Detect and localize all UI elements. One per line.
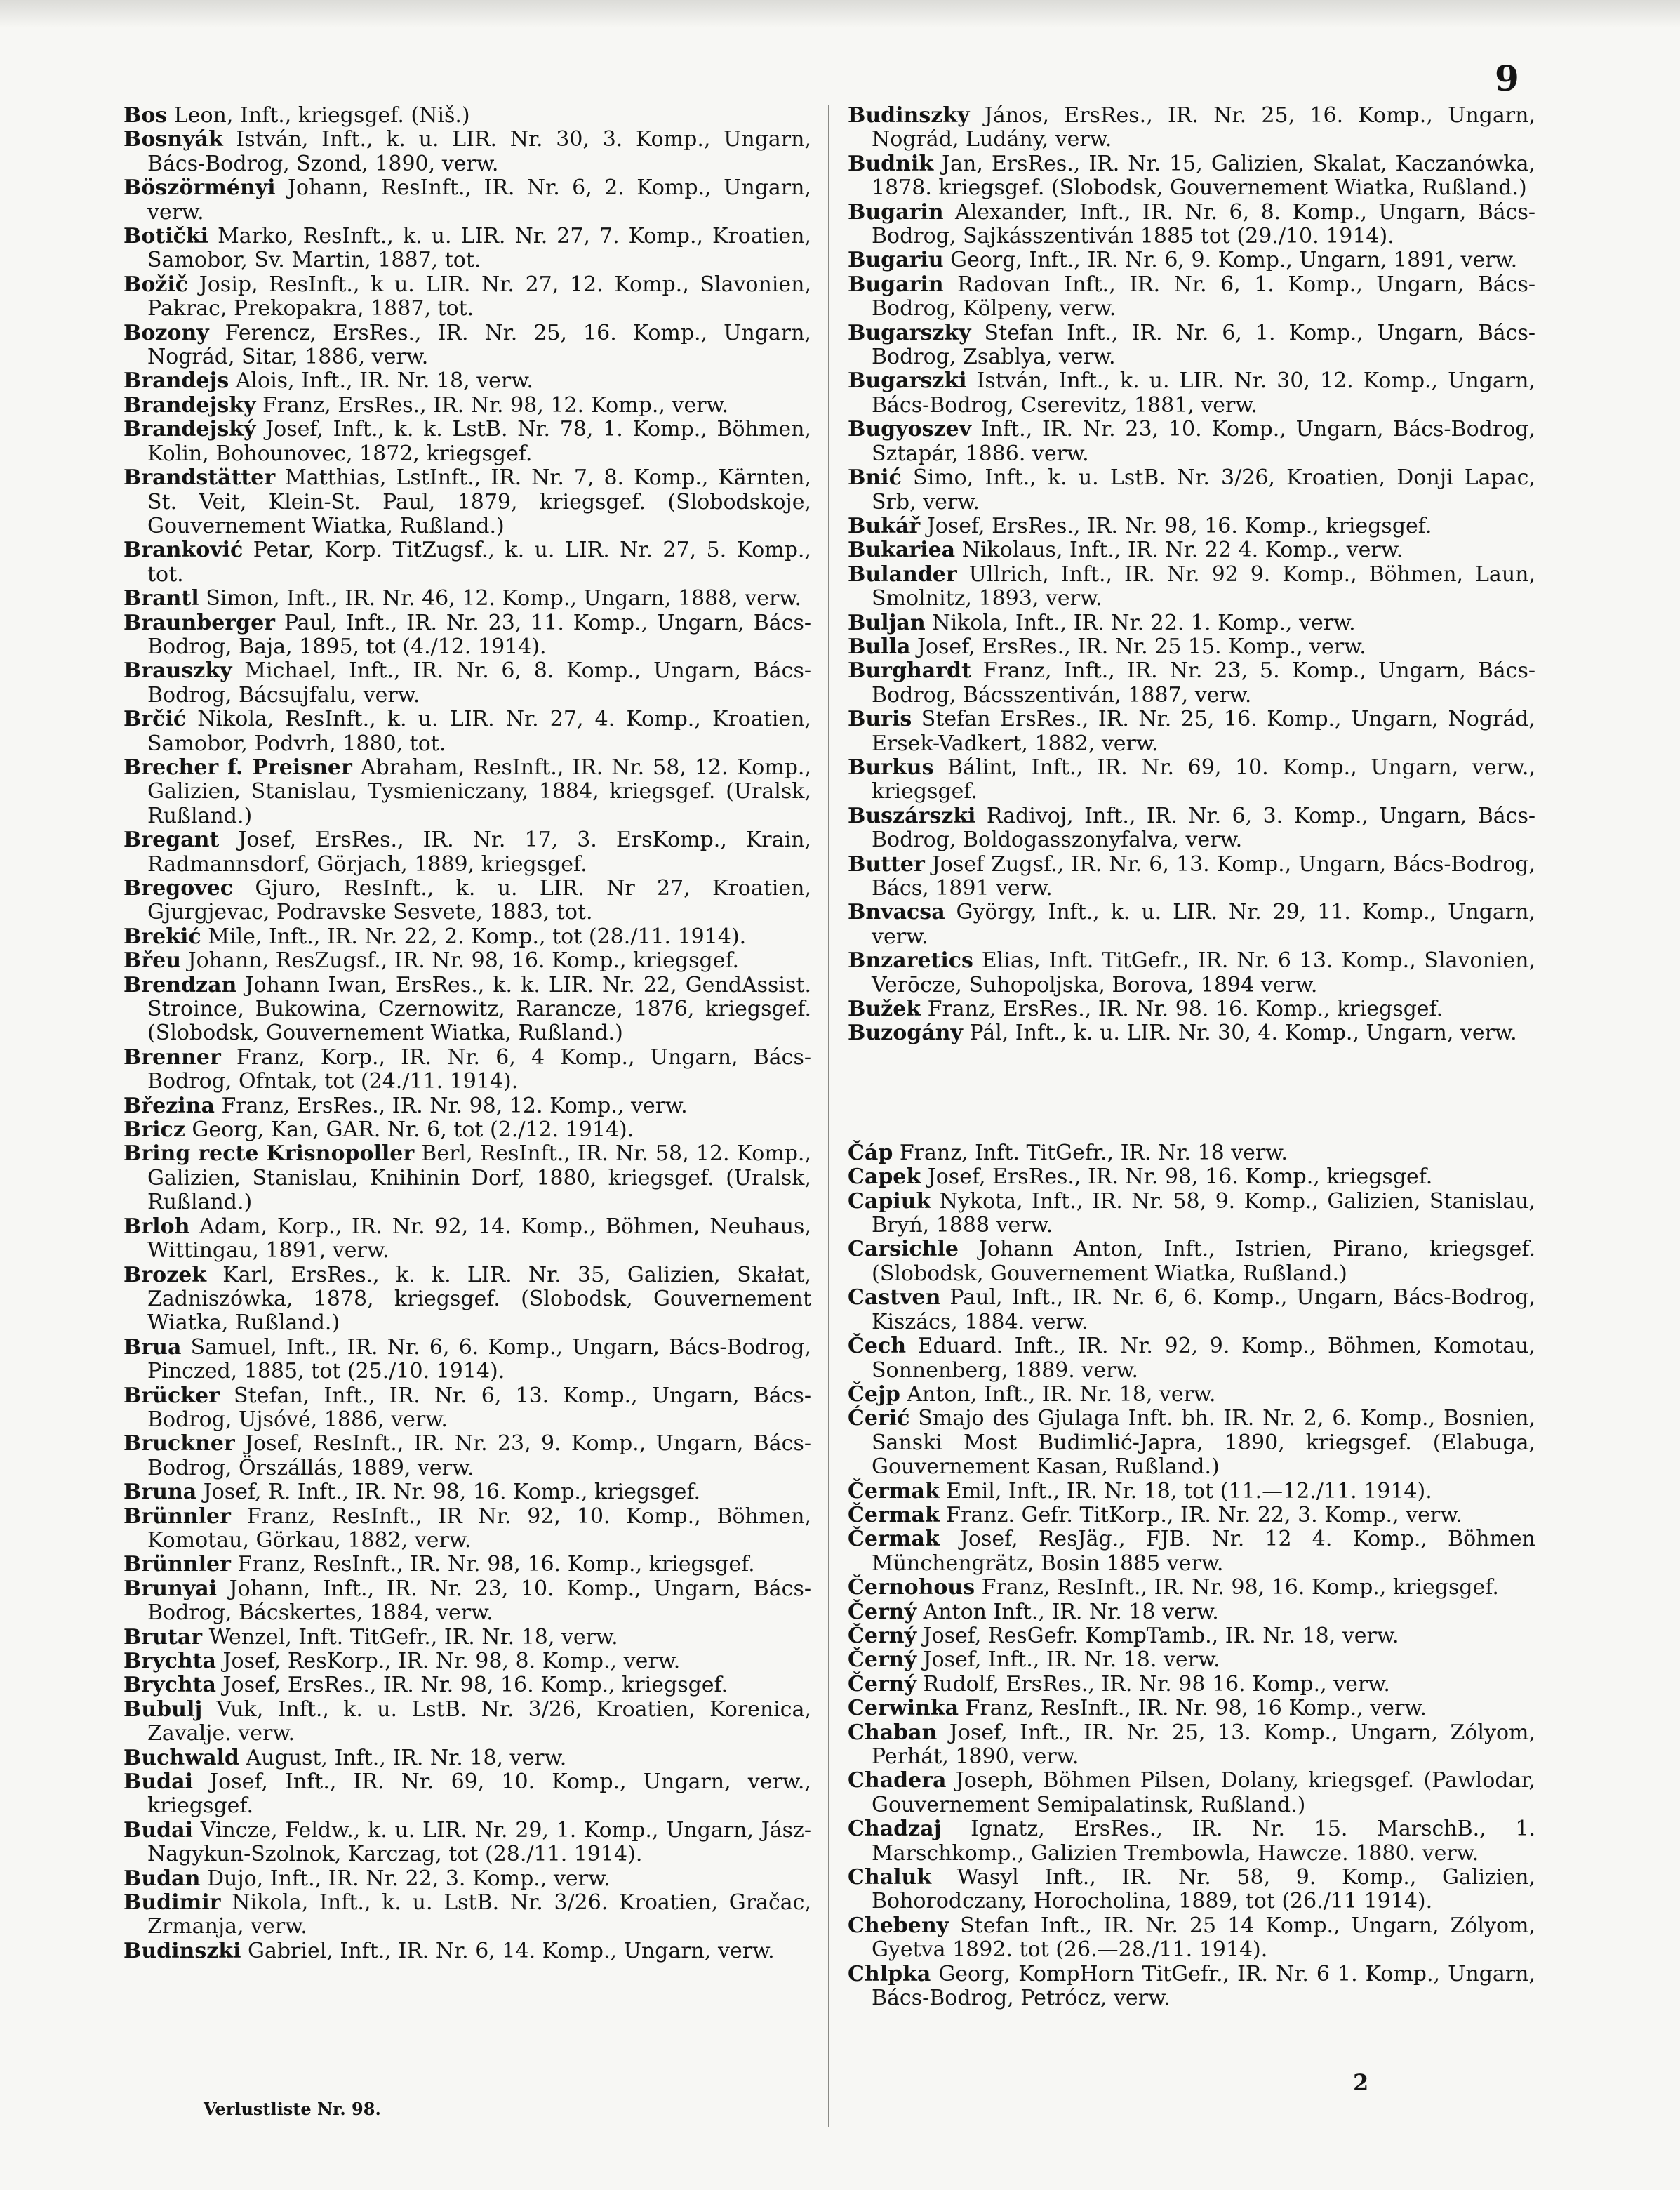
entry-details: Stefan ErsRes., IR. Nr. 25, 16. Komp., Ungarn, Nográd, Ersek-Vadkert, 1882, verw. — [872, 707, 1535, 756]
list-entry — [848, 538, 1535, 562]
entry-surname: Bruckner — [124, 1431, 235, 1456]
entry-details: Marko, ResInft., k. u. LIR. Nr. 27, 7. Komp., Kroatien, Samobor, Sv. Martin, 1887, tot. — [147, 224, 811, 273]
entry-surname: Brenner — [124, 1044, 221, 1070]
list-entry — [124, 1553, 811, 1577]
entry-surname: Butter — [848, 851, 925, 877]
list-entry — [124, 1215, 811, 1263]
entry-details: Inft., IR. Nr. 23, 10. Komp., Ungarn, Bács-Bodrog, Sztapár, 1886. verw. — [872, 417, 1535, 466]
entry-surname: Čáp — [848, 1140, 893, 1165]
list-entry — [124, 1046, 811, 1094]
list-entry — [124, 925, 811, 949]
entry-surname: Chaluk — [848, 1865, 932, 1890]
entry-details: Franz, Korp., IR. Nr. 6, 4 Komp., Ungarn, Bács-Bodrog, Ofntak, tot (24./11. 1914). — [147, 1044, 811, 1094]
entry-surname: Bugarin — [848, 272, 944, 297]
list-entry — [124, 369, 811, 393]
entry-details: Bálint, Inft., IR. Nr. 69, 10. Komp., Ungarn, verw., kriegsgef. — [872, 755, 1535, 804]
entry-details: Josef, ErsRes., IR. Nr. 25 15. Komp., verw. — [910, 634, 1366, 659]
entry-surname: Budnik — [848, 151, 934, 176]
list-entry — [848, 104, 1535, 152]
list-entry — [124, 1770, 811, 1819]
entry-surname: Bos — [124, 103, 168, 128]
entry-surname: Bring recte Krisnopoller — [124, 1141, 415, 1167]
entry-details: Josef, Inft., IR. Nr. 69, 10. Komp., Ungarn, verw., kriegsgef. — [147, 1770, 811, 1819]
entry-surname: Bugariu — [848, 248, 944, 273]
entry-surname: Bugyoszev — [848, 417, 972, 442]
list-entry — [124, 1118, 811, 1142]
entry-details: Gabriel, Inft., IR. Nr. 6, 14. Komp., Ungarn, verw. — [241, 1938, 775, 1963]
entry-surname: Buris — [848, 707, 912, 732]
list-entry — [848, 1963, 1535, 2011]
entry-details: Anton, Inft., IR. Nr. 18, verw. — [900, 1381, 1216, 1407]
entry-details: Franz, ResInft., IR. Nr. 98, 16. Komp., kriegsgef. — [230, 1552, 755, 1577]
entry-details: Stefan Inft., IR. Nr. 25 14 Komp., Ungarn, Zólyom, Gyetva 1892. tot (26.—28./11. 1914). — [872, 1913, 1535, 1963]
entry-surname: Čermak — [848, 1527, 940, 1552]
entry-surname: Brandejsky — [124, 392, 256, 418]
entry-details: Josef, R. Inft., IR. Nr. 98, 16. Komp., kriegsgef. — [196, 1480, 701, 1505]
list-entry — [848, 248, 1535, 272]
entry-surname: Bužek — [848, 997, 921, 1022]
entry-details: Jan, ErsRes., IR. Nr. 15, Galizien, Skalat, Kaczanówka, 1878. kriegsgef. (Slobodsk, Gouvernement Wiatka, Rußland.) — [872, 151, 1535, 201]
entry-surname: Braunberger — [124, 610, 275, 635]
entry-details: Simon, Inft., IR. Nr. 46, 12. Komp., Ungarn, 1888, verw. — [199, 586, 802, 611]
entry-surname: Bnzaretics — [848, 948, 973, 974]
entry-details: Johann, Inft., IR. Nr. 23, 10. Komp., Ungarn, Bács-Bodrog, Bácskertes, 1884, verw. — [147, 1576, 811, 1626]
entry-details: Georg, KompHorn TitGefr., IR. Nr. 6 1. Komp., Ungarn, Bács-Bodrog, Petrócz, verw. — [872, 1961, 1535, 2011]
list-entry — [848, 1286, 1535, 1334]
list-entry — [124, 394, 811, 418]
entry-details: Gjuro, ResInft., k. u. LIR. Nr 27, Kroatien, Gjurgjevac, Podravske Sesvete, 1883, tot. — [147, 876, 811, 925]
list-entry — [124, 587, 811, 611]
entry-surname: Bozony — [124, 320, 209, 345]
entry-surname: Černý — [848, 1623, 917, 1648]
entry-details: Josef, ErsRes., IR. Nr. 98, 16. Komp., kriegsgef. — [921, 1164, 1433, 1190]
entry-surname: Budinszky — [848, 103, 970, 128]
entry-surname: Březina — [124, 1093, 215, 1118]
entry-surname: Bricz — [124, 1117, 185, 1143]
page-number: 9 — [1495, 58, 1519, 99]
entry-surname: Capek — [848, 1164, 921, 1190]
entry-surname: Bnić — [848, 465, 902, 491]
entry-surname: Chlpka — [848, 1961, 931, 1986]
entry-surname: Brecher f. Preisner — [124, 755, 352, 780]
entry-surname: Capiuk — [848, 1188, 931, 1214]
entry-surname: Černý — [848, 1671, 917, 1697]
list-entry — [848, 708, 1535, 756]
entry-details: Emil, Inft., IR. Nr. 18, tot (11.—12./11. 1914). — [939, 1478, 1432, 1504]
entry-details: Stefan Inft., IR. Nr. 6, 1. Komp., Ungarn, Bács-Bodrog, Zsablya, verw. — [872, 320, 1535, 370]
list-entry — [848, 152, 1535, 201]
entry-surname: Chaban — [848, 1720, 938, 1745]
entry-details: Wenzel, Inft. TitGefr., IR. Nr. 18, verw. — [202, 1624, 618, 1650]
list-entry — [124, 659, 811, 708]
entry-surname: Brutar — [124, 1624, 203, 1650]
entry-details: Vincze, Feldw., k. u. LIR. Nr. 29, 1. Komp., Ungarn, Jász-Nagykun-Szolnok, Karczag, tot (28./11. 1914). — [147, 1817, 811, 1867]
entry-surname: Buzogány — [848, 1021, 963, 1046]
entry-details: Alois, Inft., IR. Nr. 18, verw. — [229, 369, 533, 394]
entry-details: Franz, ErsRes., IR. Nr. 98, 12. Komp., verw. — [255, 392, 729, 418]
entry-details: Matthias, LstInft., IR. Nr. 7, 8. Komp., Kärnten, St. Veit, Klein-St. Paul, 1879, kriegsgef. (Slobodskoje, Gouvernement Wiatka, Rußland.) — [147, 465, 811, 538]
entry-surname: Bubulj — [124, 1697, 203, 1722]
entry-surname: Brloh — [124, 1214, 190, 1239]
entry-details: Nikola, Inft., k. u. LstB. Nr. 3/26. Kroatien, Gračac, Zrmanja, verw. — [147, 1890, 811, 1939]
entry-surname: Carsichle — [848, 1237, 959, 1262]
entry-details: Georg, Kan, GAR. Nr. 6, tot (2./12. 1914). — [185, 1117, 634, 1143]
list-entry — [848, 1866, 1535, 1914]
entry-surname: Ćerić — [848, 1406, 910, 1431]
entry-surname: Brua — [124, 1334, 182, 1360]
entry-details: Franz, Inft. TitGefr., IR. Nr. 18 verw. — [893, 1140, 1288, 1165]
list-entry — [124, 974, 811, 1046]
entry-details: Pál, Inft., k. u. LIR. Nr. 30, 4. Komp., Ungarn, verw. — [962, 1021, 1517, 1046]
list-entry — [124, 1650, 811, 1673]
entry-details: Anton Inft., IR. Nr. 18 verw. — [916, 1599, 1219, 1624]
list-entry — [848, 1600, 1535, 1624]
entry-surname: Brünnler — [124, 1552, 231, 1577]
entry-details: Franz, ResInft., IR. Nr. 98, 16. Komp., kriegsgef. — [975, 1575, 1499, 1600]
list-entry — [124, 1094, 811, 1118]
list-entry — [848, 659, 1535, 708]
list-entry — [848, 1817, 1535, 1866]
entry-details: István, Inft., k. u. LIR. Nr. 30, 12. Komp., Ungarn, Bács-Bodrog, Cserevitz, 1881, verw. — [872, 369, 1535, 418]
entry-details: Eduard. Inft., IR. Nr. 92, 9. Komp., Böhmen, Komotau, Sonnenberg, 1889. verw. — [872, 1334, 1535, 1383]
list-entry — [848, 1021, 1535, 1045]
entry-details: Mile, Inft., IR. Nr. 22, 2. Komp., tot (28./11. 1914). — [201, 924, 747, 949]
entry-surname: Božič — [124, 272, 189, 297]
list-entry — [848, 369, 1535, 418]
list-entry — [848, 635, 1535, 659]
entry-details: Adam, Korp., IR. Nr. 92, 14. Komp., Böhmen, Neuhaus, Wittingau, 1891, verw. — [147, 1214, 811, 1263]
entry-details: Radovan Inft., IR. Nr. 6, 1. Komp., Ungarn, Bács-Bodrog, Kölpeny, verw. — [872, 272, 1535, 321]
entry-surname: Brychta — [124, 1649, 216, 1673]
entry-details: Josef, ErsRes., IR. Nr. 98, 16. Komp., kriegsgef. — [920, 513, 1432, 538]
entry-details: Nikola, ResInft., k. u. LIR. Nr. 27, 4. Komp., Kroatien, Samobor, Podvrh, 1880, tot. — [147, 707, 811, 756]
list-entry — [848, 853, 1535, 901]
entry-details: Franz, ResInft., IR. Nr. 98, 16 Komp., verw. — [959, 1696, 1427, 1721]
entry-details: Petar, Korp. TitZugsf., k. u. LIR. Nr. 27, 5. Komp., tot. — [147, 538, 811, 587]
list-entry — [124, 1336, 811, 1384]
entry-surname: Čejp — [848, 1381, 900, 1407]
entry-surname: Bnvacsa — [848, 900, 945, 925]
list-entry — [848, 321, 1535, 370]
entry-details: Josef, ResKorp., IR. Nr. 98, 8. Komp., verw. — [215, 1649, 681, 1673]
list-entry — [848, 466, 1535, 515]
scan-edge-shadow — [0, 0, 1680, 28]
list-entry — [124, 1746, 811, 1770]
list-entry — [848, 418, 1535, 466]
entry-surname: Brücker — [124, 1383, 220, 1408]
list-entry — [848, 1334, 1535, 1383]
list-entry — [124, 1819, 811, 1867]
entry-surname: Černohous — [848, 1575, 975, 1600]
entry-details: István, Inft., k. u. LIR. Nr. 30, 3. Komp., Ungarn, Bács-Bodrog, Szond, 1890, verw. — [147, 127, 811, 176]
list-entry — [124, 1867, 811, 1891]
entry-details: Ferencz, ErsRes., IR. Nr. 25, 16. Komp., Ungarn, Nográd, Sitar, 1886, verw. — [147, 320, 811, 370]
list-entry — [124, 321, 811, 370]
right-column — [848, 104, 1535, 2010]
entry-surname: Böszörményi — [124, 175, 276, 201]
entry-details: Josef Zugsf., IR. Nr. 6, 13. Komp., Ungarn, Bács-Bodrog, Bács, 1891 verw. — [872, 851, 1535, 901]
entry-surname: Břeu — [124, 948, 182, 974]
list-entry — [848, 1190, 1535, 1238]
list-entry — [124, 128, 811, 176]
entry-surname: Budai — [124, 1817, 193, 1843]
entry-surname: Burkus — [848, 755, 934, 780]
entry-details: György, Inft., k. u. LIR. Nr. 29, 11. Komp., Ungarn, verw. — [872, 900, 1535, 949]
list-entry — [848, 1576, 1535, 1600]
entry-details: Alexander, Inft., IR. Nr. 6, 8. Komp., Ungarn, Bács-Bodrog, Sajkásszentiván 1885 tot (29./10. 1914). — [872, 199, 1535, 249]
list-entry — [848, 1527, 1535, 1576]
entry-details: Radivoj, Inft., IR. Nr. 6, 3. Komp., Ungarn, Bács-Bodrog, Boldogasszonyfalva, verw. — [872, 803, 1535, 853]
entry-details: Josef, ResGefr. KompTamb., IR. Nr. 18, verw. — [916, 1623, 1399, 1648]
entry-surname: Bruna — [124, 1480, 197, 1505]
entry-details: Johann, ResZugsf., IR. Nr. 98, 16. Komp., kriegsgef. — [181, 948, 740, 974]
list-entry — [848, 515, 1535, 538]
entry-details: Joseph, Böhmen Pilsen, Dolany, kriegsgef. (Pawlodar, Gouvernement Semipalatinsk, Rußland.) — [872, 1768, 1535, 1817]
entry-details: Berl, ResInft., IR. Nr. 58, 12. Komp., Galizien, Stanislau, Knihinin Dorf, 1880, kriegsgef. (Uralsk, Rußland.) — [147, 1141, 811, 1215]
list-entry — [848, 949, 1535, 997]
list-entry — [124, 756, 811, 828]
entry-details: Franz, ResInft., IR Nr. 92, 10. Komp., Böhmen, Komotau, Görkau, 1882, verw. — [147, 1504, 811, 1553]
entry-details: Josef, ErsRes., IR. Nr. 17, 3. ErsKomp., Krain, Radmannsdorf, Görjach, 1889, kriegsgef. — [147, 828, 811, 877]
list-entry — [848, 1721, 1535, 1770]
entry-details: Paul, Inft., IR. Nr. 23, 11. Komp., Ungarn, Bács-Bodrog, Baja, 1895, tot (4./12. 1914). — [147, 610, 811, 659]
list-entry — [124, 104, 811, 128]
footer-note: Verlustliste Nr. 98. — [204, 2099, 381, 2119]
entry-details: Josef, Inft., IR. Nr. 18. verw. — [916, 1647, 1220, 1673]
entry-details: Paul, Inft., IR. Nr. 6, 6. Komp., Ungarn, Bács-Bodrog, Kiszács, 1884. verw. — [872, 1285, 1535, 1334]
entry-details: Josip, ResInft., k u. LIR. Nr. 27, 12. Komp., Slavonien, Pakrac, Prekopakra, 1887, tot. — [147, 272, 811, 321]
list-entry — [848, 563, 1535, 611]
entry-details: Nikola, Inft., IR. Nr. 22. 1. Komp., verw. — [925, 610, 1356, 635]
list-entry — [848, 1407, 1535, 1479]
section-gap — [848, 1046, 1535, 1141]
entry-details: Samuel, Inft., IR. Nr. 6, 6. Komp., Ungarn, Bács-Bodrog, Pinczed, 1885, tot (25./10. 1914). — [147, 1334, 811, 1384]
entry-surname: Čermak — [848, 1478, 940, 1504]
entry-details: Rudolf, ErsRes., IR. Nr. 98 16. Komp., verw. — [916, 1671, 1390, 1697]
list-entry — [124, 418, 811, 466]
list-entry — [848, 1697, 1535, 1720]
entry-details: Josef, Inft., IR. Nr. 25, 13. Komp., Ungarn, Zólyom, Perhát, 1890, verw. — [872, 1720, 1535, 1769]
entry-surname: Branković — [124, 538, 244, 563]
list-entry — [848, 901, 1535, 949]
entry-details: Stefan, Inft., IR. Nr. 6, 13. Komp., Ungarn, Bács-Bodrog, Ujsóvé, 1886, verw. — [147, 1383, 811, 1432]
entry-surname: Bukář — [848, 513, 921, 538]
entry-details: Karl, ErsRes., k. k. LIR. Nr. 35, Galizien, Skałat, Zadniszówka, 1878, kriegsgef. (Slobodsk, Gouvernement Wiatka, Rußland.) — [147, 1262, 811, 1336]
entry-surname: Budimir — [124, 1890, 221, 1916]
list-entry — [124, 1577, 811, 1626]
list-entry — [848, 804, 1535, 853]
list-entry — [124, 1673, 811, 1697]
entry-surname: Brünnler — [124, 1504, 231, 1529]
entry-surname: Buljan — [848, 610, 926, 635]
entry-surname: Brandstätter — [124, 465, 276, 491]
list-entry — [124, 1432, 811, 1480]
entry-details: Vuk, Inft., k. u. LstB. Nr. 3/26, Kroatien, Korenica, Zavalje. verw. — [147, 1697, 811, 1746]
entry-surname: Bugarszky — [848, 320, 971, 345]
entry-details: Josef, ResJäg., FJB. Nr. 12 4. Komp., Böhmen Münchengrätz, Bosin 1885 verw. — [872, 1527, 1535, 1576]
entry-details: Leon, Inft., kriegsgef. (Niš.) — [167, 103, 470, 128]
list-entry — [124, 1142, 811, 1214]
entry-details: Josef, Inft., k. k. LstB. Nr. 78, 1. Komp., Böhmen, Kolin, Bohounovec, 1872, kriegsgef. — [147, 417, 811, 466]
list-entry — [124, 1939, 811, 1963]
list-entry — [848, 1165, 1535, 1189]
column-divider — [828, 105, 829, 2127]
list-entry — [848, 1141, 1535, 1165]
entry-details: Ignatz, ErsRes., IR. Nr. 15. MarschB., 1. Marschkomp., Galizien Trembowla, Hawcze. 1880. verw. — [872, 1817, 1535, 1866]
list-entry — [124, 877, 811, 925]
entry-details: Michael, Inft., IR. Nr. 6, 8. Komp., Ungarn, Bács-Bodrog, Bácsujfalu, verw. — [147, 658, 811, 708]
entry-details: Simo, Inft., k. u. LstB. Nr. 3/26, Kroatien, Donji Lapac, Srb, verw. — [872, 465, 1535, 515]
entry-surname: Chebeny — [848, 1913, 949, 1938]
entry-surname: Brychta — [124, 1673, 216, 1698]
entry-surname: Brandejský — [124, 417, 256, 442]
list-entry — [124, 611, 811, 660]
list-entry — [848, 1769, 1535, 1817]
list-entry — [124, 708, 811, 756]
entry-details: Smajo des Gjulaga Inft. bh. IR. Nr. 2, 6. Komp., Bosnien, Sanski Most Budimlić-Japra, 1890, kriegsgef. (Elabuga, Gouvernement Kasan, Rußland.) — [872, 1406, 1535, 1480]
entry-surname: Bukariea — [848, 538, 956, 563]
entry-surname: Černý — [848, 1647, 917, 1673]
entry-surname: Buchwald — [124, 1745, 239, 1770]
list-entry — [848, 1914, 1535, 1963]
entry-surname: Budai — [124, 1770, 193, 1795]
entry-details: Franz, ErsRes., IR. Nr. 98, 12. Komp., verw. — [214, 1093, 688, 1118]
entry-details: Josef, ErsRes., IR. Nr. 98, 16. Komp., kriegsgef. — [215, 1673, 728, 1698]
entry-surname: Botički — [124, 224, 209, 249]
entry-surname: Brendzan — [124, 972, 237, 997]
list-entry — [848, 1624, 1535, 1648]
list-entry — [848, 611, 1535, 635]
entry-details: Johann Iwan, ErsRes., k. k. LIR. Nr. 22, GendAssist. Stroince, Bukowina, Czernowitz, Rarancze, 1876, kriegsgef. (Slobodsk, Gouvernement Wiatka, Rußland.) — [147, 972, 811, 1046]
list-entry — [848, 1480, 1535, 1504]
list-entry — [124, 1626, 811, 1650]
entry-details: August, Inft., IR. Nr. 18, verw. — [239, 1745, 567, 1770]
entry-details: Nikolaus, Inft., IR. Nr. 22 4. Komp., verw. — [955, 538, 1404, 563]
entry-surname: Bregovec — [124, 876, 234, 901]
entry-details: Franz, ErsRes., IR. Nr. 98. 16. Komp., kriegsgef. — [921, 997, 1444, 1022]
list-entry — [124, 225, 811, 273]
entry-details: Johann, ResInft., IR. Nr. 6, 2. Komp., Ungarn, verw. — [147, 175, 811, 225]
list-entry — [124, 538, 811, 587]
list-entry — [848, 1383, 1535, 1407]
entry-details: Nykota, Inft., IR. Nr. 58, 9. Komp., Galizien, Stanislau, Bryń, 1888 verw. — [872, 1188, 1535, 1238]
entry-details: Franz, Inft., IR. Nr. 23, 5. Komp., Ungarn, Bács-Bodrog, Bácsszentiván, 1887, verw. — [872, 658, 1535, 708]
entry-surname: Brekić — [124, 924, 201, 949]
entry-surname: Brčić — [124, 707, 187, 732]
list-entry — [124, 176, 811, 225]
entry-surname: Burghardt — [848, 658, 971, 684]
entry-details: Ullrich, Inft., IR. Nr. 92 9. Komp., Böhmen, Laun, Smolnitz, 1893, verw. — [872, 562, 1535, 611]
entry-details: János, ErsRes., IR. Nr. 25, 16. Komp., Ungarn, Nográd, Ludány, verw. — [872, 103, 1535, 152]
list-entry — [848, 1673, 1535, 1697]
entry-surname: Černý — [848, 1599, 917, 1624]
entry-surname: Bregant — [124, 828, 220, 853]
entry-surname: Budinszki — [124, 1938, 241, 1963]
entry-surname: Budan — [124, 1866, 201, 1891]
list-entry — [848, 997, 1535, 1021]
list-entry — [124, 1480, 811, 1504]
entry-surname: Cerwinka — [848, 1696, 959, 1721]
entry-details: Wasyl Inft., IR. Nr. 58, 9. Komp., Galizien, Bohorodczany, Horocholina, 1889, tot (26./11 1914). — [872, 1865, 1535, 1914]
entry-surname: Bulander — [848, 562, 957, 587]
list-entry — [848, 273, 1535, 321]
list-entry — [848, 756, 1535, 804]
entry-surname: Čech — [848, 1334, 907, 1359]
entry-details: Josef, ResInft., IR. Nr. 23, 9. Komp., Ungarn, Bács-Bodrog, Örszállás, 1889, verw. — [147, 1431, 811, 1480]
entry-surname: Brunyai — [124, 1576, 218, 1601]
entry-surname: Brantl — [124, 586, 199, 611]
entry-surname: Castven — [848, 1285, 941, 1310]
list-entry — [124, 1384, 811, 1433]
entry-surname: Brozek — [124, 1262, 207, 1287]
list-entry — [124, 273, 811, 321]
entry-surname: Bulla — [848, 634, 911, 659]
list-entry — [124, 1698, 811, 1746]
left-column — [124, 104, 811, 1963]
list-entry — [124, 1891, 811, 1939]
entry-details: Elias, Inft. TitGefr., IR. Nr. 6 13. Komp., Slavonien, Verōcze, Suhopoljska, Borova, 1894 verw. — [872, 948, 1535, 997]
entry-details: Georg, Inft., IR. Nr. 6, 9. Komp., Ungarn, 1891, verw. — [943, 248, 1518, 273]
entry-details: Abraham, ResInft., IR. Nr. 58, 12. Komp., Galizien, Stanislau, Tysmieniczany, 1884, kriegsgef. (Uralsk, Rußland.) — [147, 755, 811, 828]
entry-details: Dujo, Inft., IR. Nr. 22, 3. Komp., verw. — [200, 1866, 611, 1891]
list-entry — [124, 949, 811, 973]
list-entry — [848, 201, 1535, 249]
list-entry — [124, 1263, 811, 1336]
entry-surname: Čermak — [848, 1502, 940, 1527]
entry-surname: Chadzaj — [848, 1817, 942, 1842]
list-entry — [124, 1505, 811, 1553]
entry-surname: Chadera — [848, 1768, 947, 1793]
entry-surname: Bosnyák — [124, 127, 223, 152]
list-entry — [124, 828, 811, 877]
list-entry — [848, 1504, 1535, 1527]
list-entry — [124, 466, 811, 538]
sheet-mark: 2 — [1353, 2069, 1369, 2096]
entry-surname: Buszárszki — [848, 803, 976, 828]
list-entry — [848, 1237, 1535, 1286]
entry-details: Johann Anton, Inft., Istrien, Pirano, kriegsgef. (Slobodsk, Gouvernement Wiatka, Rußland.) — [872, 1237, 1535, 1286]
entry-surname: Brauszky — [124, 658, 232, 684]
entry-surname: Bugarin — [848, 199, 944, 225]
entry-surname: Bugarszki — [848, 369, 967, 394]
list-entry — [848, 1648, 1535, 1672]
entry-details: Franz. Gefr. TitKorp., IR. Nr. 22, 3. Komp., verw. — [939, 1502, 1462, 1527]
entry-surname: Brandejs — [124, 369, 229, 394]
